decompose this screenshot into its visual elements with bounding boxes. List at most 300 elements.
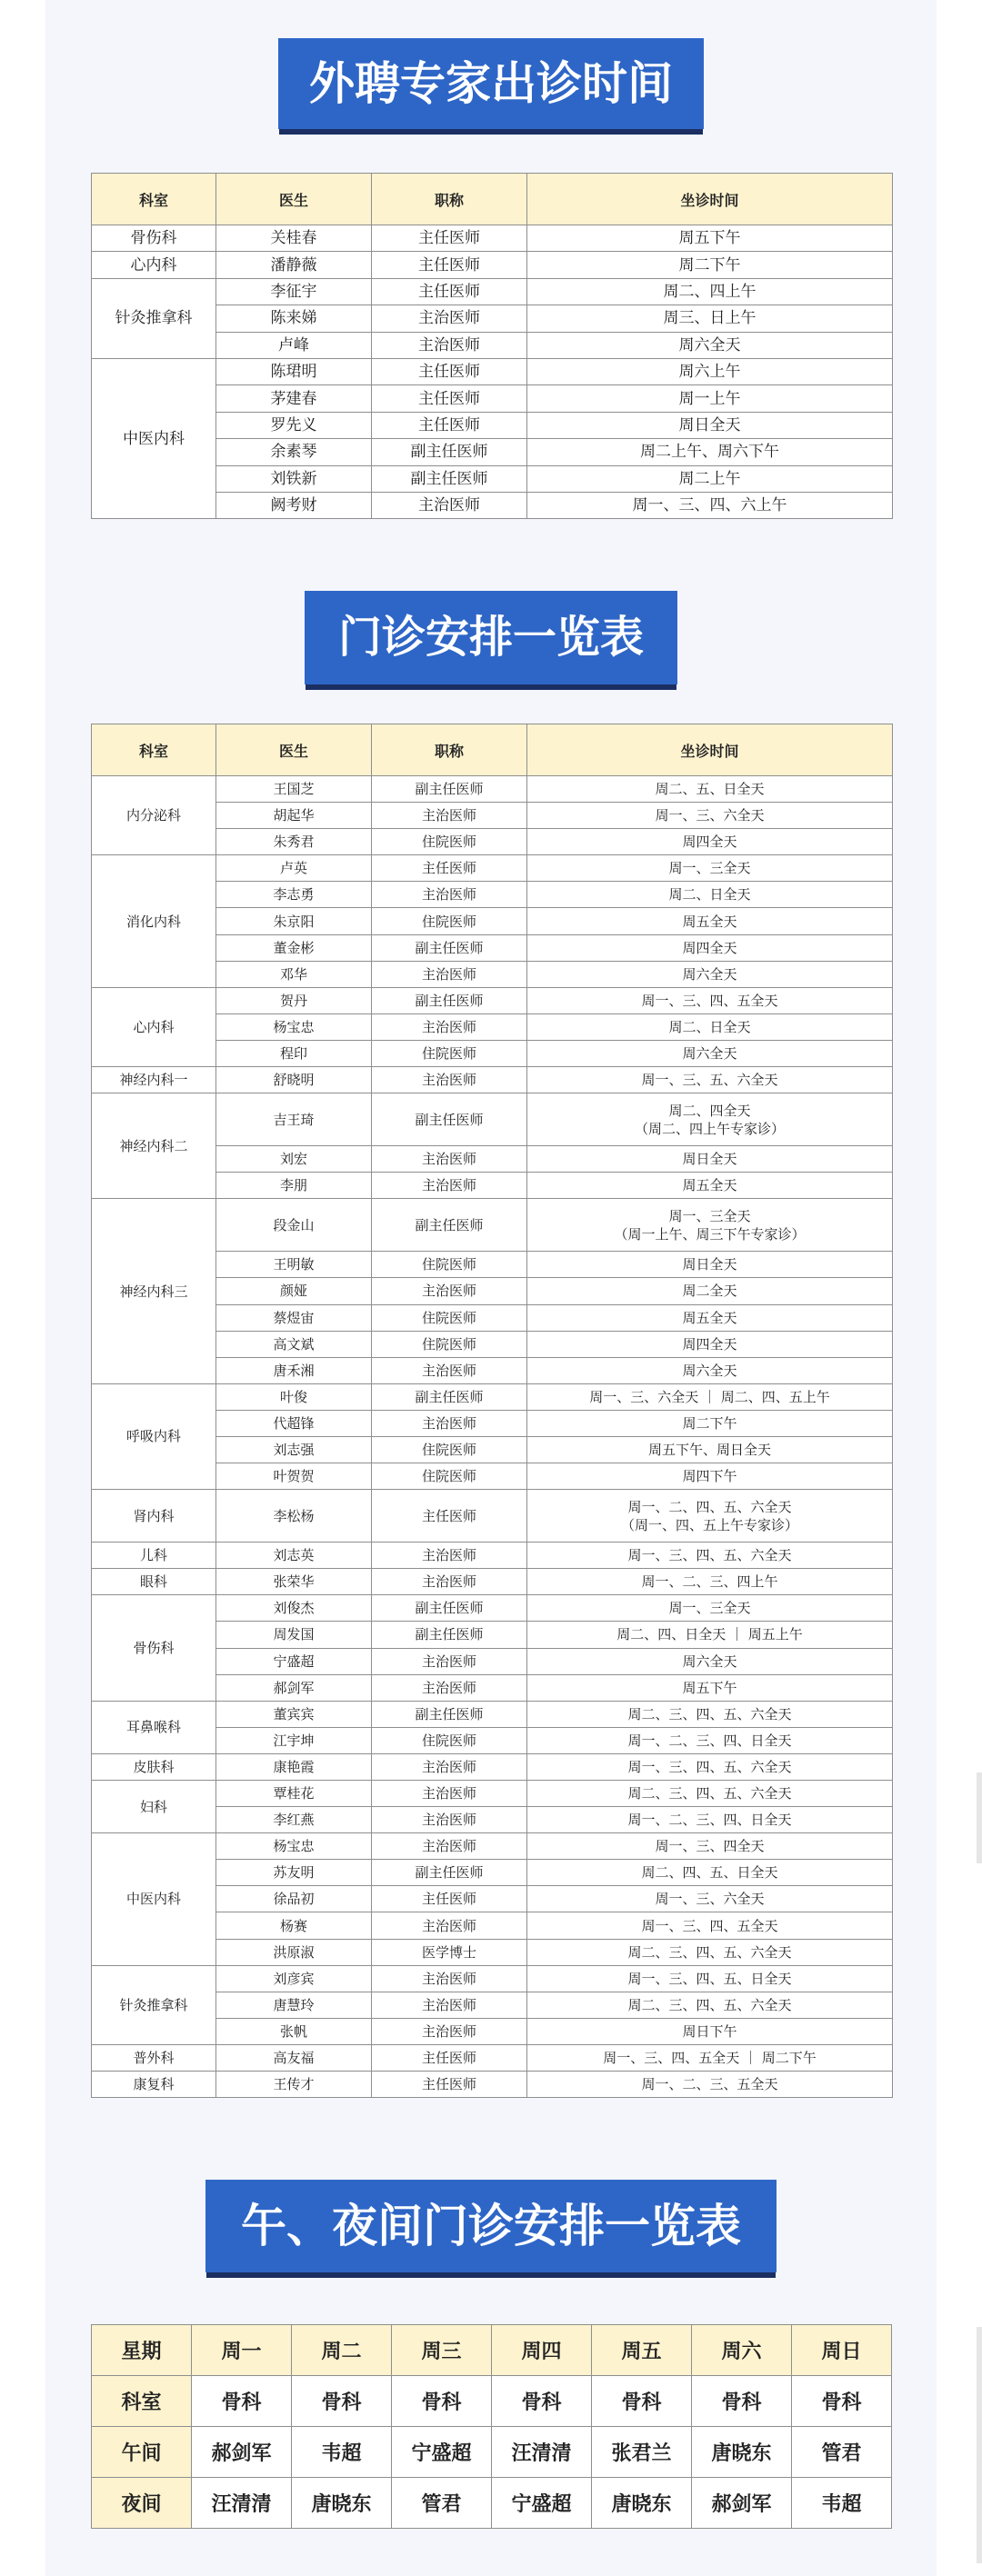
title-cell: 副主任医师 bbox=[372, 1383, 527, 1410]
doctor-cell: 董宾宾 bbox=[216, 1701, 372, 1727]
time-text: 周二、三、四、五、六全天 bbox=[627, 1996, 792, 2013]
doctor-cell: 郝剑军 bbox=[216, 1674, 372, 1701]
time-cell bbox=[527, 1833, 893, 1860]
doctor-cell: 刘铁新 bbox=[216, 465, 372, 492]
time-cell bbox=[527, 2072, 893, 2098]
noon-night-schedule-table bbox=[91, 2324, 892, 2529]
shift-cell: 宁盛超 bbox=[492, 2478, 592, 2529]
title-cell: 主治医师 bbox=[372, 1173, 527, 1199]
title-cell: 主治医师 bbox=[372, 1992, 527, 2018]
shift-cell: 骨科 bbox=[492, 2376, 592, 2427]
time-cell bbox=[527, 358, 893, 384]
doctor-cell: 洪原淑 bbox=[216, 1939, 372, 1965]
dept-cell: 神经内科一 bbox=[92, 1067, 216, 1093]
shift-cell: 骨科 bbox=[792, 2376, 892, 2427]
time-cell bbox=[527, 1199, 893, 1252]
doctor-cell: 唐禾湘 bbox=[216, 1357, 372, 1383]
table-row bbox=[92, 1701, 893, 1727]
dept-cell: 呼吸内科 bbox=[92, 1383, 216, 1489]
doctor-cell: 张帆 bbox=[216, 2018, 372, 2044]
header-doctor: 医生 bbox=[216, 724, 372, 776]
header-dept: 科室 bbox=[92, 174, 216, 225]
header-time: 坐诊时间 bbox=[527, 724, 893, 776]
title-cell: 主任医师 bbox=[372, 2044, 527, 2071]
table-row bbox=[92, 358, 893, 384]
dept-cell: 儿科 bbox=[92, 1543, 216, 1569]
header-title: 职称 bbox=[372, 724, 527, 776]
time-cell bbox=[527, 829, 893, 855]
time-text: 周日全天 bbox=[682, 1256, 737, 1273]
time-text: 周六全天 bbox=[682, 965, 737, 983]
shift-cell: 汪清清 bbox=[492, 2427, 592, 2478]
header-time: 坐诊时间 bbox=[527, 174, 893, 225]
table-row bbox=[92, 855, 893, 882]
doctor-cell: 段金山 bbox=[216, 1199, 372, 1252]
title-cell: 住院医师 bbox=[372, 1040, 527, 1066]
time-text: 周日下午 bbox=[682, 2022, 737, 2040]
doctor-cell: 康艳霞 bbox=[216, 1753, 372, 1780]
dept-cell: 神经内科三 bbox=[92, 1199, 216, 1383]
doctor-cell: 刘志英 bbox=[216, 1543, 372, 1569]
dept-cell: 普外科 bbox=[92, 2044, 216, 2071]
time-cell bbox=[527, 882, 893, 908]
doctor-cell: 阙考财 bbox=[216, 492, 372, 518]
title-cell: 副主任医师 bbox=[372, 1622, 527, 1648]
dept-cell: 骨伤科 bbox=[92, 1595, 216, 1701]
doctor-cell: 董金彬 bbox=[216, 934, 372, 961]
expert-schedule-table bbox=[91, 173, 893, 519]
title-cell: 主治医师 bbox=[372, 492, 527, 518]
title-cell: 主治医师 bbox=[372, 1833, 527, 1860]
title-cell: 副主任医师 bbox=[372, 1860, 527, 1886]
time-text: 周一、三全天 bbox=[668, 1207, 751, 1224]
title-cell: 副主任医师 bbox=[372, 1093, 527, 1146]
time-cell bbox=[527, 961, 893, 987]
time-text: 周一、三、四、五全天 ｜ 周二下午 bbox=[603, 2049, 817, 2066]
doctor-cell: 刘宏 bbox=[216, 1146, 372, 1173]
header-dept: 科室 bbox=[92, 724, 216, 776]
title-cell: 主治医师 bbox=[372, 1067, 527, 1093]
doctor-cell: 宁盛超 bbox=[216, 1648, 372, 1674]
dept-cell: 中医内科 bbox=[92, 358, 216, 518]
shift-row bbox=[92, 2376, 892, 2427]
doctor-cell: 杨宝忠 bbox=[216, 1013, 372, 1040]
doctor-cell: 唐慧玲 bbox=[216, 1992, 372, 2018]
title-cell: 住院医师 bbox=[372, 1727, 527, 1753]
time-cell bbox=[527, 1569, 893, 1595]
time-text: 周五下午 bbox=[682, 1679, 737, 1696]
doctor-cell: 蔡煜宙 bbox=[216, 1304, 372, 1331]
title-cell: 主治医师 bbox=[372, 1013, 527, 1040]
time-text: 周六全天 bbox=[682, 1362, 737, 1379]
doctor-cell: 王明敏 bbox=[216, 1252, 372, 1278]
title-cell: 主治医师 bbox=[372, 961, 527, 987]
doctor-cell: 胡起华 bbox=[216, 803, 372, 829]
time-text: 周二、四全天 bbox=[668, 1102, 751, 1119]
time-cell bbox=[527, 1753, 893, 1780]
doctor-cell: 关桂春 bbox=[216, 225, 372, 252]
table-row bbox=[92, 1067, 893, 1093]
title-cell: 副主任医师 bbox=[372, 1595, 527, 1622]
time-cell bbox=[527, 1490, 893, 1543]
title-cell: 住院医师 bbox=[372, 908, 527, 934]
table-row bbox=[92, 1595, 893, 1622]
scrollbar-thumb-lower[interactable] bbox=[977, 2327, 982, 2563]
title-cell: 主治医师 bbox=[372, 305, 527, 332]
title-cell: 主治医师 bbox=[372, 1543, 527, 1569]
shift-cell: 张君兰 bbox=[592, 2427, 692, 2478]
dept-cell: 妇科 bbox=[92, 1781, 216, 1833]
time-text: 周二、四上午 bbox=[663, 282, 757, 301]
time-text: 周一、二、三、四、日全天 bbox=[627, 1732, 792, 1749]
time-text: 周二上午 bbox=[678, 469, 741, 488]
time-cell bbox=[527, 1595, 893, 1622]
time-cell bbox=[527, 465, 893, 492]
row-label-cell: 午间 bbox=[92, 2427, 192, 2478]
row-label-cell: 夜间 bbox=[92, 2478, 192, 2529]
dept-cell: 针灸推拿科 bbox=[92, 278, 216, 358]
time-cell bbox=[527, 412, 893, 438]
time-text: 周一、三、四、五、日全天 bbox=[627, 1970, 792, 1987]
time-text: 周一、二、三、五全天 bbox=[641, 2076, 778, 2093]
time-text: 周二下午 bbox=[678, 255, 741, 275]
shift-cell: 管君 bbox=[792, 2427, 892, 2478]
time-cell bbox=[527, 1146, 893, 1173]
time-cell bbox=[527, 987, 893, 1013]
title-cell: 主任医师 bbox=[372, 225, 527, 252]
doctor-cell: 卢英 bbox=[216, 855, 372, 882]
time-text: 周四下午 bbox=[682, 1468, 737, 1485]
doctor-cell: 覃桂花 bbox=[216, 1781, 372, 1807]
title-cell: 副主任医师 bbox=[372, 987, 527, 1013]
time-cell bbox=[527, 1674, 893, 1701]
time-cell bbox=[527, 1912, 893, 1939]
table-row bbox=[92, 776, 893, 803]
time-text: 周五全天 bbox=[682, 1177, 737, 1194]
time-text: 周一、三全天 bbox=[668, 860, 751, 877]
shift-cell: 周二 bbox=[292, 2325, 392, 2376]
time-text: 周一、三、四、五全天 bbox=[641, 1917, 778, 1934]
time-cell bbox=[527, 1463, 893, 1490]
time-cell bbox=[527, 1965, 893, 1992]
doctor-cell: 王国芝 bbox=[216, 776, 372, 803]
time-cell bbox=[527, 1357, 893, 1383]
doctor-cell: 叶贺贺 bbox=[216, 1463, 372, 1490]
time-text: 周五下午、周日全天 bbox=[647, 1442, 771, 1459]
doctor-cell: 苏友明 bbox=[216, 1860, 372, 1886]
time-cell bbox=[527, 1701, 893, 1727]
title-cell: 主治医师 bbox=[372, 1146, 527, 1173]
dept-cell: 康复科 bbox=[92, 2072, 216, 2098]
doctor-cell: 潘静薇 bbox=[216, 252, 372, 278]
time-text: 周日全天 bbox=[678, 415, 741, 434]
time-cell bbox=[527, 1278, 893, 1304]
doctor-cell: 高文斌 bbox=[216, 1331, 372, 1357]
time-text: 周二、三、四、五、六全天 bbox=[627, 1943, 792, 1961]
title-cell: 副主任医师 bbox=[372, 1199, 527, 1252]
row-label-cell: 科室 bbox=[92, 2376, 192, 2427]
time-cell bbox=[527, 1040, 893, 1066]
time-cell bbox=[527, 1886, 893, 1912]
scrollbar-thumb[interactable] bbox=[977, 1772, 982, 1863]
table-row bbox=[92, 1199, 893, 1252]
title-cell: 主任医师 bbox=[372, 252, 527, 278]
dept-cell: 骨伤科 bbox=[92, 225, 216, 252]
title-cell: 医学博士 bbox=[372, 1939, 527, 1965]
doctor-cell: 贺丹 bbox=[216, 987, 372, 1013]
time-text: 周一、二、四、五、六全天 bbox=[627, 1498, 792, 1515]
table-row bbox=[92, 225, 893, 252]
table-row bbox=[92, 1753, 893, 1780]
time-cell bbox=[527, 1939, 893, 1965]
title-cell: 主治医师 bbox=[372, 1357, 527, 1383]
shift-cell: 唐晓东 bbox=[692, 2427, 792, 2478]
time-cell bbox=[527, 1173, 893, 1199]
section2-title: 门诊安排一览表 bbox=[305, 591, 677, 684]
row-label-cell: 星期 bbox=[92, 2325, 192, 2376]
doctor-cell: 陈珺明 bbox=[216, 358, 372, 384]
doctor-cell: 李朋 bbox=[216, 1173, 372, 1199]
dept-cell: 心内科 bbox=[92, 987, 216, 1066]
doctor-cell: 程印 bbox=[216, 1040, 372, 1066]
time-cell bbox=[527, 1648, 893, 1674]
table-row bbox=[92, 1383, 893, 1410]
time-text: 周六上午 bbox=[678, 363, 741, 382]
time-text: 周五全天 bbox=[682, 1309, 737, 1326]
title-cell: 主治医师 bbox=[372, 1781, 527, 1807]
doctor-cell: 江宇坤 bbox=[216, 1727, 372, 1753]
time-text: 周一、三、六全天 bbox=[655, 1891, 765, 1908]
dept-cell: 针灸推拿科 bbox=[92, 1965, 216, 2044]
doctor-cell: 陈来娣 bbox=[216, 305, 372, 332]
doctor-cell: 朱秀君 bbox=[216, 829, 372, 855]
time-cell bbox=[527, 908, 893, 934]
time-cell bbox=[527, 252, 893, 278]
time-cell bbox=[527, 1860, 893, 1886]
time-text: 周一、二、三、四、日全天 bbox=[627, 1812, 792, 1829]
time-cell bbox=[527, 439, 893, 465]
time-note: （周一上午、周三下午专家诊） bbox=[614, 1225, 806, 1243]
title-cell: 主治医师 bbox=[372, 1753, 527, 1780]
time-cell bbox=[527, 2018, 893, 2044]
doctor-cell: 王传才 bbox=[216, 2072, 372, 2098]
shift-cell: 周四 bbox=[492, 2325, 592, 2376]
time-cell bbox=[527, 385, 893, 412]
shift-cell: 汪清清 bbox=[192, 2478, 292, 2529]
title-cell: 副主任医师 bbox=[372, 439, 527, 465]
title-cell: 主治医师 bbox=[372, 1569, 527, 1595]
doctor-cell: 邓华 bbox=[216, 961, 372, 987]
doctor-cell: 舒晓明 bbox=[216, 1067, 372, 1093]
title-cell: 主治医师 bbox=[372, 1278, 527, 1304]
time-text: 周二、四、五、日全天 bbox=[641, 1864, 778, 1882]
time-note: （周一、四、五上午专家诊） bbox=[620, 1516, 798, 1533]
time-text: 周一、三全天 bbox=[668, 1600, 751, 1617]
title-cell: 住院医师 bbox=[372, 829, 527, 855]
title-cell: 主治医师 bbox=[372, 1410, 527, 1436]
time-cell bbox=[527, 1067, 893, 1093]
shift-cell: 骨科 bbox=[392, 2376, 492, 2427]
table-row bbox=[92, 2044, 893, 2071]
shift-cell: 郝剑军 bbox=[192, 2427, 292, 2478]
header-title: 职称 bbox=[372, 174, 527, 225]
shift-cell: 周五 bbox=[592, 2325, 692, 2376]
time-text: 周四全天 bbox=[682, 1335, 737, 1353]
time-text: 周一、三、四、五全天 bbox=[641, 992, 778, 1009]
title-cell: 住院医师 bbox=[372, 1436, 527, 1463]
shift-cell: 唐晓东 bbox=[592, 2478, 692, 2529]
shift-cell: 管君 bbox=[392, 2478, 492, 2529]
time-cell bbox=[527, 1304, 893, 1331]
time-text: 周二、日全天 bbox=[668, 886, 751, 904]
title-cell: 主任医师 bbox=[372, 278, 527, 305]
time-text: 周一、二、三、四上午 bbox=[641, 1573, 778, 1591]
time-cell bbox=[527, 1543, 893, 1569]
doctor-cell: 刘彦宾 bbox=[216, 1965, 372, 1992]
time-cell bbox=[527, 1331, 893, 1357]
table-row bbox=[92, 1093, 893, 1146]
time-text: 周一、三、四、五、六全天 bbox=[627, 1758, 792, 1775]
table-row bbox=[92, 1833, 893, 1860]
doctor-cell: 代超锋 bbox=[216, 1410, 372, 1436]
time-text: 周二、四、日全天 ｜ 周五上午 bbox=[616, 1626, 803, 1643]
time-text: 周二、日全天 bbox=[668, 1018, 751, 1035]
shift-cell: 宁盛超 bbox=[392, 2427, 492, 2478]
time-text: 周日全天 bbox=[682, 1151, 737, 1168]
time-cell bbox=[527, 1781, 893, 1807]
doctor-cell: 卢峰 bbox=[216, 332, 372, 358]
title-cell: 住院医师 bbox=[372, 1252, 527, 1278]
time-text: 周二、三、四、五、六全天 bbox=[627, 1785, 792, 1802]
time-text: 周一、三、六全天 ｜ 周二、四、五上午 bbox=[589, 1388, 830, 1405]
shift-cell: 郝剑军 bbox=[692, 2478, 792, 2529]
time-text: 周六全天 bbox=[682, 1044, 737, 1062]
time-cell bbox=[527, 1622, 893, 1648]
time-cell bbox=[527, 1093, 893, 1146]
time-cell bbox=[527, 1383, 893, 1410]
time-text: 周三、日上午 bbox=[663, 309, 757, 328]
title-cell: 主任医师 bbox=[372, 1490, 527, 1543]
shift-cell: 骨科 bbox=[192, 2376, 292, 2427]
weekday-header-row bbox=[92, 2325, 892, 2376]
shift-cell: 骨科 bbox=[692, 2376, 792, 2427]
time-text: 周一、三、四、六上午 bbox=[632, 496, 787, 515]
doctor-cell: 叶俊 bbox=[216, 1383, 372, 1410]
title-cell: 主任医师 bbox=[372, 412, 527, 438]
doctor-cell: 吉王琦 bbox=[216, 1093, 372, 1146]
time-text: 周六全天 bbox=[678, 335, 741, 354]
shift-cell: 周三 bbox=[392, 2325, 492, 2376]
time-cell bbox=[527, 278, 893, 305]
table-row bbox=[92, 1543, 893, 1569]
title-cell: 主治医师 bbox=[372, 803, 527, 829]
doctor-cell: 张荣华 bbox=[216, 1569, 372, 1595]
dept-cell: 心内科 bbox=[92, 252, 216, 278]
dept-cell: 皮肤科 bbox=[92, 1753, 216, 1780]
time-text: 周二上午、周六下午 bbox=[640, 443, 779, 462]
time-text: 周一、三、四全天 bbox=[655, 1838, 765, 1855]
dept-cell: 中医内科 bbox=[92, 1833, 216, 1965]
time-text: 周一、三、四、五、六全天 bbox=[627, 1547, 792, 1564]
title-cell: 主治医师 bbox=[372, 1648, 527, 1674]
title-cell: 住院医师 bbox=[372, 1331, 527, 1357]
shift-cell: 周日 bbox=[792, 2325, 892, 2376]
title-cell: 副主任医师 bbox=[372, 1701, 527, 1727]
title-cell: 主任医师 bbox=[372, 2072, 527, 2098]
title-cell: 副主任医师 bbox=[372, 776, 527, 803]
time-cell bbox=[527, 332, 893, 358]
doctor-cell: 朱京阳 bbox=[216, 908, 372, 934]
time-text: 周六全天 bbox=[682, 1652, 737, 1670]
time-cell bbox=[527, 1992, 893, 2018]
shift-cell: 骨科 bbox=[592, 2376, 692, 2427]
title-cell: 主治医师 bbox=[372, 1912, 527, 1939]
time-text: 周二全天 bbox=[682, 1283, 737, 1300]
table-row bbox=[92, 987, 893, 1013]
doctor-cell: 李松杨 bbox=[216, 1490, 372, 1543]
time-cell bbox=[527, 855, 893, 882]
section3-title: 午、夜间门诊安排一览表 bbox=[205, 2180, 777, 2272]
shift-cell: 周六 bbox=[692, 2325, 792, 2376]
time-cell bbox=[527, 1727, 893, 1753]
title-cell: 主任医师 bbox=[372, 385, 527, 412]
time-text: 周五下午 bbox=[678, 229, 741, 248]
doctor-cell: 罗先义 bbox=[216, 412, 372, 438]
shift-cell: 韦超 bbox=[292, 2427, 392, 2478]
section1-title: 外聘专家出诊时间 bbox=[278, 38, 704, 129]
table-row bbox=[92, 1965, 893, 1992]
time-text: 周二、五、日全天 bbox=[655, 781, 765, 798]
title-cell: 住院医师 bbox=[372, 1463, 527, 1490]
time-cell bbox=[527, 1436, 893, 1463]
doctor-cell: 高友福 bbox=[216, 2044, 372, 2071]
title-cell: 主治医师 bbox=[372, 882, 527, 908]
time-text: 周四全天 bbox=[682, 834, 737, 851]
outpatient-schedule-table bbox=[91, 724, 893, 2098]
dept-cell: 消化内科 bbox=[92, 855, 216, 987]
doctor-cell: 颜娅 bbox=[216, 1278, 372, 1304]
shift-cell: 唐晓东 bbox=[292, 2478, 392, 2529]
dept-cell: 神经内科二 bbox=[92, 1093, 216, 1199]
table-row bbox=[92, 1490, 893, 1543]
time-cell bbox=[527, 2044, 893, 2071]
doctor-cell: 杨宝忠 bbox=[216, 1833, 372, 1860]
time-cell bbox=[527, 305, 893, 332]
doctor-cell: 李红燕 bbox=[216, 1807, 372, 1833]
time-text: 周四全天 bbox=[682, 939, 737, 956]
time-cell bbox=[527, 776, 893, 803]
table-row bbox=[92, 2072, 893, 2098]
time-cell bbox=[527, 1410, 893, 1436]
doctor-cell: 余素琴 bbox=[216, 439, 372, 465]
time-cell bbox=[527, 1807, 893, 1833]
shift-cell: 韦超 bbox=[792, 2478, 892, 2529]
title-cell: 主治医师 bbox=[372, 2018, 527, 2044]
time-text: 周二、三、四、五、六全天 bbox=[627, 1705, 792, 1722]
time-text: 周二下午 bbox=[682, 1414, 737, 1432]
doctor-cell: 杨赛 bbox=[216, 1912, 372, 1939]
dept-cell: 肾内科 bbox=[92, 1490, 216, 1543]
time-cell bbox=[527, 803, 893, 829]
time-cell bbox=[527, 934, 893, 961]
doctor-cell: 李志勇 bbox=[216, 882, 372, 908]
dept-cell: 内分泌科 bbox=[92, 776, 216, 855]
table-row bbox=[92, 1569, 893, 1595]
doctor-cell: 徐品初 bbox=[216, 1886, 372, 1912]
title-cell: 主任医师 bbox=[372, 358, 527, 384]
title-cell: 主任医师 bbox=[372, 1886, 527, 1912]
header-doctor: 医生 bbox=[216, 174, 372, 225]
